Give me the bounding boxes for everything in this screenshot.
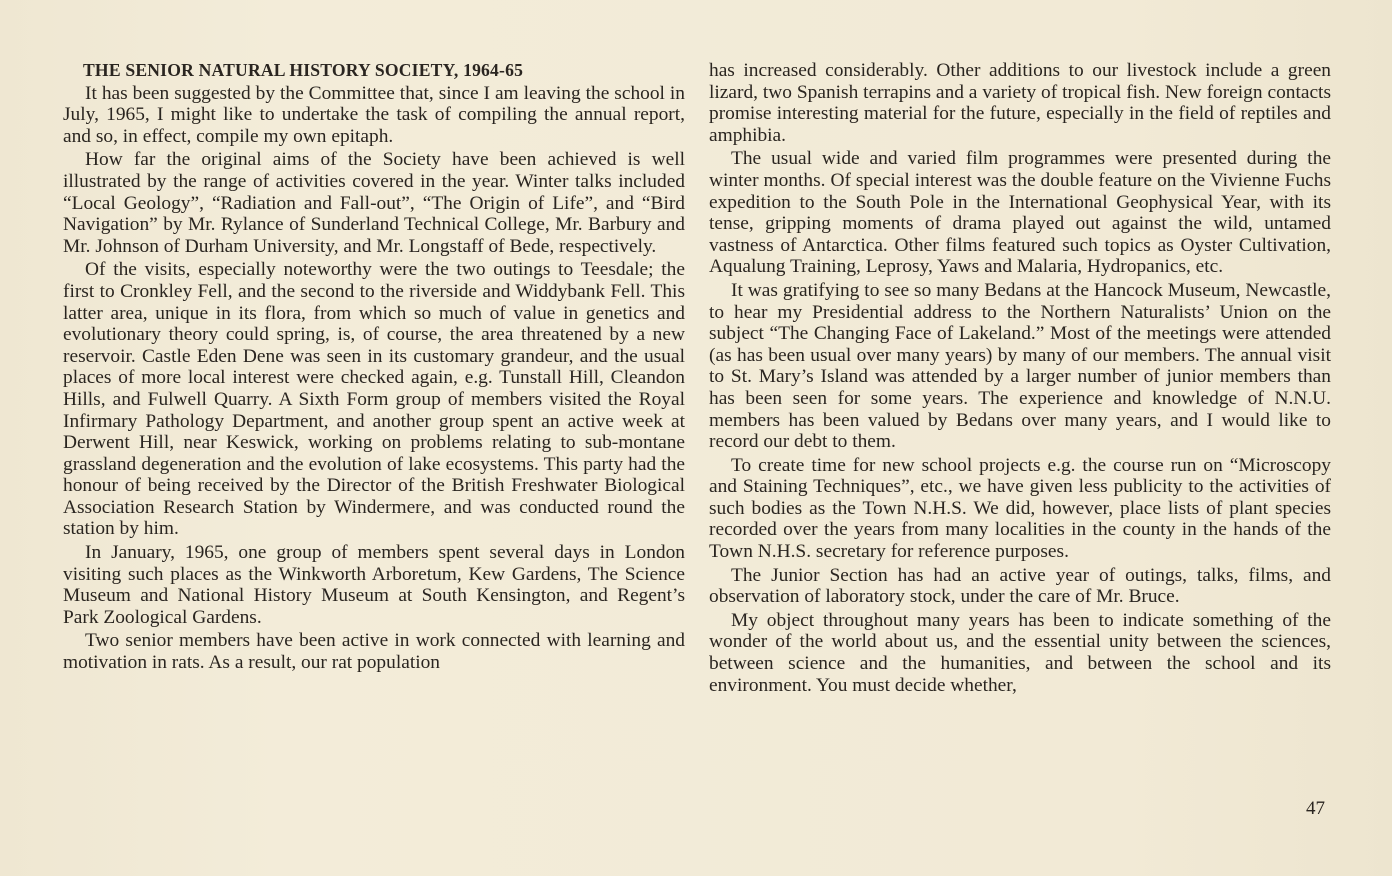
left-column <box>63 60 685 674</box>
paragraph: The Junior Section has had an active year of outings, talks, films, and observation of laboratory stock, under the care of Mr. Bruce. <box>709 564 1331 608</box>
paragraph: My object throughout many years has been to indicate something of the wonder of the world about us, and the essential unity between the sciences, between science and the humanities, and between the school and its environment. You must decide whether, <box>709 609 1331 696</box>
paragraph: In January, 1965, one group of members spent several days in London visiting such places as the Winkworth Arboretum, Kew Gardens, The Science Museum and National History Museum at South Kensington, and Regent’s Park Zoological Gardens. <box>63 542 685 628</box>
paragraph: The usual wide and varied film programmes were presented during the winter months. Of special interest was the double feature on the Vivienne Fuchs expedition to the South Pole in the International Geophysical Year, with its tense, gripping moments of drama played out against the wild, untamed vastness of Antarctica. Other films featured such topics as Oyster Cultivation, Aqualung Training, Leprosy, Yaws and Malaria, Hydropanics, etc. <box>709 148 1331 278</box>
paragraph: How far the original aims of the Society have been achieved is well illustrated by the range of activities covered in the year. Winter talks included “Local Geology”, “Radiation and Fall-out”, “The Origin of Life”, and “Bird Navigation” by Mr. Rylance of Sunderland Technical College, Mr. Barbury and Mr. Johnson of Durham University, and Mr. Longstaff of Bede, respectively. <box>63 149 685 257</box>
paragraph: It was gratifying to see so many Bedans at the Hancock Museum, Newcastle, to hear my Presidential address to the Northern Naturalists’ Union on the subject “The Changing Face of Lakeland.” Most of the meetings were attended (as has been usual over many years) by many of our members. The annual visit to St. Mary’s Island was attended by a larger number of junior members than has been seen for some years. The experience and knowledge of N.N.U. members has been valued by Bedans over many years, and I would like to record our debt to them. <box>709 279 1331 453</box>
paragraph: To create time for new school projects e.g. the course run on “Microscopy and Staining Techniques”, etc., we have given less publicity to the activities of such bodies as the Town N.H.S. We did, however, place lists of plant species recorded over the years from many localities in the county in the hands of the Town N.H.S. secretary for reference purposes. <box>709 454 1331 563</box>
paragraph: It has been suggested by the Committee that, since I am leaving the school in July, 1965, I might like to undertake the task of compiling the annual report, and so, in effect, compile my own epitaph. <box>63 82 685 147</box>
paragraph: Of the visits, especially noteworthy were the two outings to Teesdale; the first to Cronkley Fell, and the second to the riverside and Widdybank Fell. This latter area, unique in its flora, from which so much of value in genetics and evolutionary theory could spring, is, of course, the area threatened by a new reservoir. Castle Eden Dene was seen in its customary grandeur, and the usual places of more local interest were checked again, e.g. Tunstall Hill, Cleandon Hills, and Fulwell Quarry. A Sixth Form group of members visited the Royal Infirmary Pathology Department, and another group spent an active week at Derwent Hill, near Keswick, working on problems relating to sub-montane grassland degeneration and the evolution of lake ecosystems. This party had the honour of being received by the Director of the British Freshwater Biological Association Research Station by Windermere, and was conducted round the station by him. <box>63 259 685 540</box>
paragraph-continued: has increased considerably. Other additions to our livestock include a green lizard, two Spanish terrapins and a variety of tropical fish. New foreign contacts promise interesting material for the future, especially in the field of reptiles and amphibia. <box>709 60 1331 146</box>
page-number: 47 <box>1306 798 1325 819</box>
right-column <box>709 60 1331 696</box>
article-heading: THE SENIOR NATURAL HISTORY SOCIETY, 1964-65 <box>83 60 524 80</box>
paragraph: Two senior members have been active in work connected with learning and motivation in rats. As a result, our rat population <box>63 630 685 674</box>
